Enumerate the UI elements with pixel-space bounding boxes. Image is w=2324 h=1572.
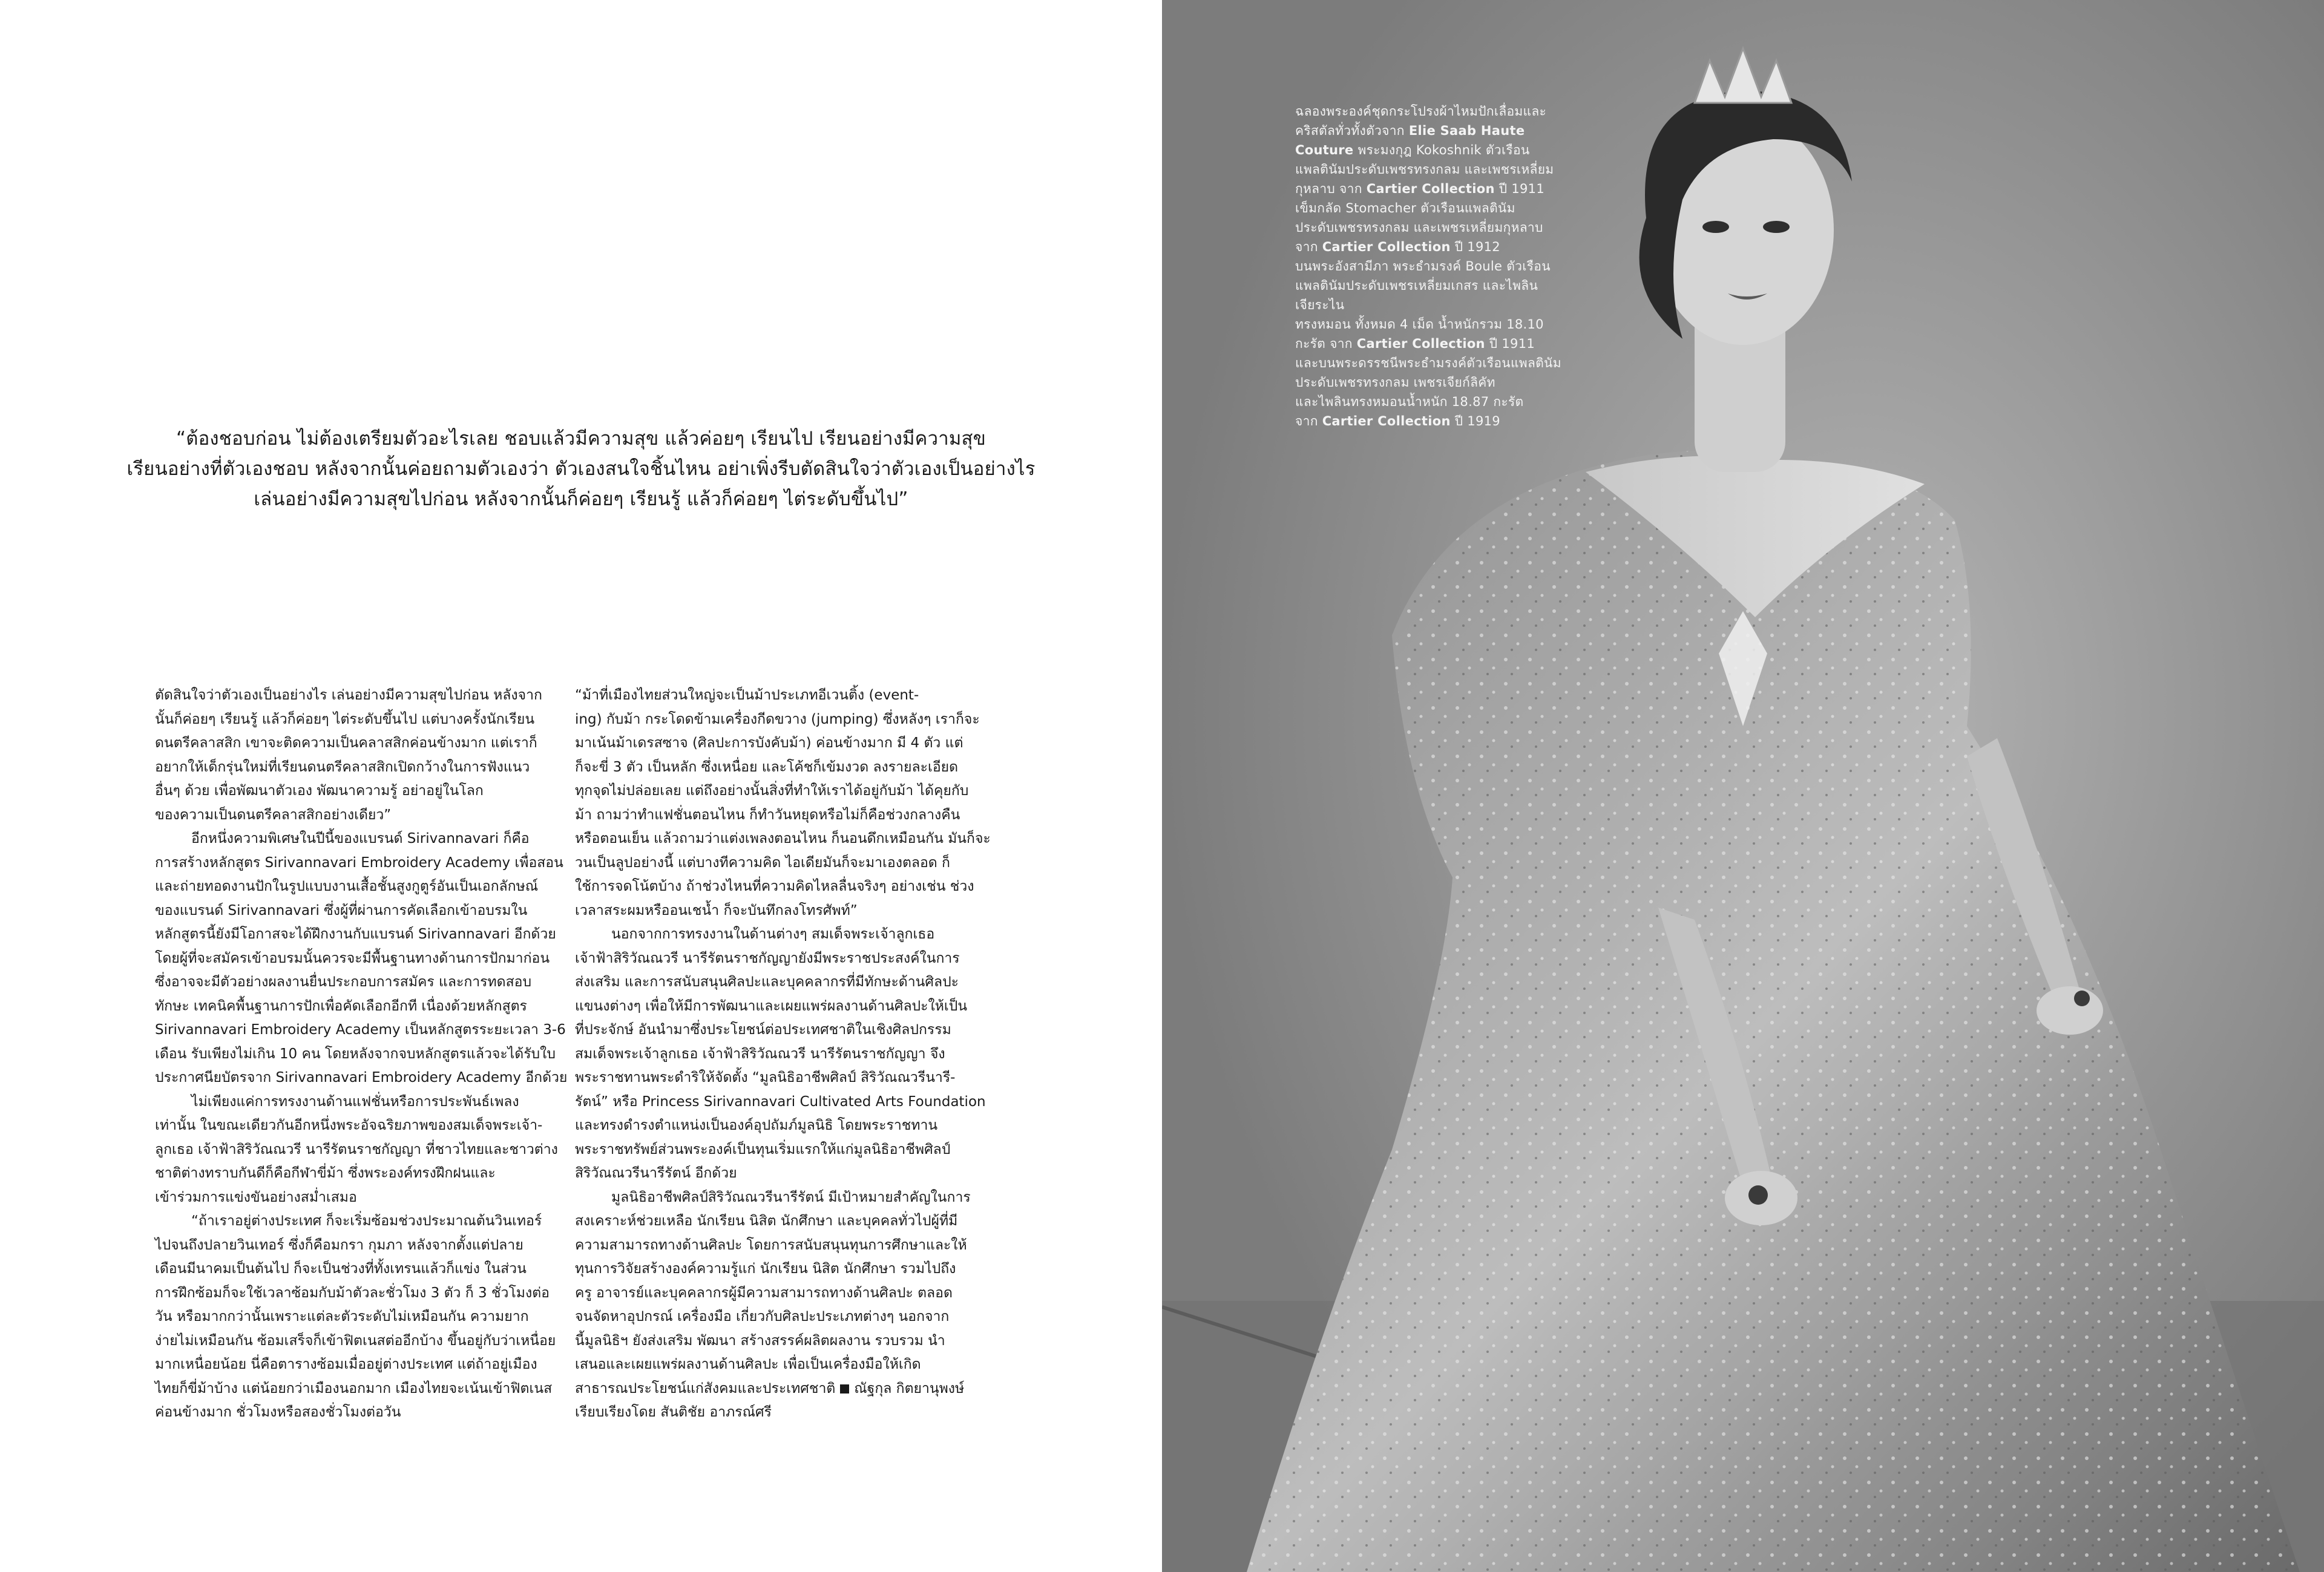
- byline-editor: เรียบเรียงโดย สันติชัย อาภรณ์ศรี: [575, 1404, 772, 1420]
- caption-brand: Elie Saab Haute Couture: [1295, 123, 1525, 157]
- byline-author: ณัฐกุล กิตยานุพงษ์: [854, 1380, 965, 1397]
- pull-quote-line: “ต้องชอบก่อน ไม่ต้องเตรียมตัวอะไรเลย ชอบแล้วมีความสุข แล้วค่อยๆ เรียนไป เรียนอย่างมีความสุข: [176, 428, 986, 450]
- right-hand: [2037, 986, 2103, 1035]
- article-paragraph: “ถ้าเราอยู่ต่างประเทศ ก็จะเริ่มซ้อมช่วงประมาณต้นวินเทอร์ ไปจนถึงปลายวินเทอร์ ซึ่งก็คือมกรา กุมภา หลังจากตั้งแต่ปลาย เดือนมีนาคมเป็นต้นไป ก็จะเป็นช่วงที่ทั้งเทรนแล้วก็แข่ง ในส่วน การฝึกซ้อมก็จะใช้เวลาซ้อมกับม้าตัวละชั่วโมง 3 ตัว ก็ 3 ชั่วโมงต่อ วัน หรือมากกว่านั้นเพราะแต่ละตัวระดับไม่เหมือนกัน ความยาก ง่ายไม่เหมือนกัน ซ้อมเสร็จก็เข้าฟิตเนสต่ออีกบ้าง ขึ้นอยู่กับว่าเหนื่อย มากเหนื่อยน้อย นี่คือตารางซ้อมเมื่ออยู่ต่างประเทศ แต่ถ้าอยู่เมือง ไทยก็ขี่ม้าบ้าง แต่น้อยกว่าเมืองนอกมาก เมืองไทยจะเน้นเข้าฟิตเนส ค่อนข้างมาก ชั่วโมงหรือสองชั่วโมงต่อวัน: [155, 1213, 556, 1420]
- pull-quote: [97, 424, 1065, 514]
- article-paragraph: อีกหนึ่งความพิเศษในปีนี้ของแบรนด์ Sirivannavari ก็คือ การสร้างหลักสูตร Sirivannavari Embroidery Academy เพื่อสอน และถ่ายทอดงานปักในรูปแบบงานเสื้อชั้นสูงกูตูร์อันเป็นเอกลักษณ์ ของแบรนด์ Sirivannavari ซึ่งผู้ที่ผ่านการคัดเลือกเข้าอบรมใน หลักสูตรนี้ยังมีโอกาสจะได้ฝึกงานกับแบรนด์ Sirivannavari อีกด้วย โดยผู้ที่จะสมัครเข้าอบรมนั้นควรจะมีพื้นฐานทางด้านการปักมาก่อน ซึ่งอาจจะมีตัวอย่างผลงานยื่นประกอบการสมัคร และการทดสอบ ทักษะ เทคนิคพื้นฐานการปักเพื่อคัดเลือกอีกที เนื่องด้วยหลักสูตร Sirivannavari Embroidery Academy เป็นหลักสูตรระยะเวลา 3-6 เดือน รับเพียงไม่เกิน 10 คน โดยหลังจากจบหลักสูตรแล้วจะได้รับใบ ประกาศนียบัตรจาก Sirivannavari Embroidery Academy อีกด้วย: [155, 831, 568, 1086]
- end-mark-icon: [840, 1384, 849, 1394]
- caption-brand: Cartier Collection: [1356, 336, 1485, 351]
- photo-page: [1162, 0, 2324, 1572]
- article-paragraph: ไม่เพียงแค่การทรงงานด้านแฟชั่นหรือการประพันธ์เพลง เท่านั้น ในขณะเดียวกันอีกหนึ่งพระอัจฉริยภาพของสมเด็จพระเจ้า- ลูกเธอ เจ้าฟ้าสิริวัณณวรี นารีรัตนราชกัญญา ที่ชาวไทยและชาวต่าง ชาติต่างทราบกันดีก็คือกีฬาขี่ม้า ซึ่งพระองค์ทรงฝึกฝนและ เข้าร่วมการแข่งขันอย่างสม่ำเสมอ: [155, 1093, 558, 1205]
- caption-text: ฉลองพระองค์ชุดกระโปรงผ้าไหมปักเลื่อมและ คริสตัลทั่วทั้งตัวจาก: [1295, 104, 1547, 138]
- article-column-right: [575, 684, 993, 1425]
- caption-text: ปี 1911 เข็มกลัด Stomacher ตัวเรือนแพลตินัม ประดับเพชรทรงกลม และเพชรเหลี่ยมกุหลาบ จาก: [1295, 182, 1544, 254]
- article-column-left: [155, 684, 573, 1425]
- pull-quote-line: เรียนอย่างที่ตัวเองชอบ หลังจากนั้นค่อยถามตัวเองว่า ตัวเองสนใจชิ้นไหน อย่าเพิ่งรีบตัดสินใจว่าตัวเองเป็นอย่างไร: [126, 458, 1036, 480]
- caption-text: พระมงกุฎ Kokoshnik ตัวเรือน แพลตินัมประดับเพชรทรงกลม และเพชรเหลี่ยม กุหลาบ จาก: [1295, 143, 1554, 196]
- caption-text: ปี 1912 บนพระอังสามีภา พระธำมรงค์ Boule ตัวเรือน แพลตินัมประดับเพชรเหลี่ยมเกสร และไพลินเจียระไน ทรงหมอน ทั้งหมด 4 เม็ด น้ำหนักรวม 18.10 กะรัต จาก: [1295, 240, 1551, 351]
- photo-caption: [1295, 102, 1586, 431]
- caption-brand: Cartier Collection: [1322, 240, 1451, 254]
- caption-brand: Cartier Collection: [1366, 182, 1495, 196]
- caption-brand: Cartier Collection: [1322, 414, 1451, 428]
- pull-quote-line: เล่นอย่างมีความสุขไปก่อน หลังจากนั้นก็ค่อยๆ เรียนรู้ แล้วก็ค่อยๆ ไต่ระดับขึ้นไป”: [254, 488, 908, 510]
- caption-text: ปี 1911 และบนพระดรรชนีพระธำมรงค์ตัวเรือนแพลตินัม ประดับเพชรทรงกลม เพชรเจียก์ลิคัท และไพลินทรงหมอนน้ำหนัก 18.87 กะรัต จาก: [1295, 336, 1561, 428]
- ring-icon: [2074, 991, 2090, 1006]
- caption-text: ปี 1919: [1450, 414, 1500, 428]
- article-paragraph: ตัดสินใจว่าตัวเองเป็นอย่างไร เล่นอย่างมีความสุขไปก่อน หลังจาก นั้นก็ค่อยๆ เรียนรู้ แล้วก็ค่อยๆ ไต่ระดับขึ้นไป แต่บางครั้งนักเรียน ดนตรีคลาสสิก เขาจะติดความเป็นคลาสสิกค่อนข้างมาก แต่เราก็ อยากให้เด็กรุ่นใหม่ที่เรียนดนตรีคลาสสิกเปิดกว้างในการฟังแนว อื่นๆ ด้วย เพื่อพัฒนาตัวเอง พัฒนาความรู้ อย่าอยู่ในโลก ของความเป็นดนตรีคลาสสิกอย่างเดียว”: [155, 687, 542, 823]
- article-paragraph-text: มูลนิธิอาชีพศิลป์สิริวัณณวรีนารีรัตน์ มีเป้าหมายสำคัญในการ สงเคราะห์ช่วยเหลือ นักเรียน นิสิต นักศึกษา และบุคคลทั่วไปผู้ที่มี ความสามารถทางด้านศิลปะ โดยการสนับสนุนทุนการศึกษาและให้ ทุนการวิจัยสร้างองค์ความรู้แก่ นักเรียน นิสิต นักศึกษา รวมไปถึง ครู อาจารย์และบุคคลากรผู้มีความสามารถทางด้านศิลปะ ตลอด จนจัดหาอุปกรณ์ เครื่องมือ เกี่ยวกับศิลปะประเภทต่างๆ นอกจาก นี้มูลนิธิฯ ยังส่งเสริม พัฒนา สร้างสรรค์ผลิตผลงาน รวบรวม นำ เสนอและเผยแพร่ผลงานด้านศิลปะ เพื่อเป็นเครื่องมือให้เกิด สาธารณประโยชน์แก่สังคมและประเทศชาติ: [575, 1189, 971, 1397]
- article-paragraph: นอกจากการทรงงานในด้านต่างๆ สมเด็จพระเจ้าลูกเธอ เจ้าฟ้าสิริวัณณวรี นารีรัตนราชกัญญายังมีพระราชประสงค์ในการ ส่งเสริม และการสนับสนุนศิลปะและบุคคลากรที่มีทักษะด้านศิลปะ แขนงต่างๆ เพื่อให้มีการพัฒนาและเผยแพร่ผลงานด้านศิลปะให้เป็น ที่ประจักษ์ อันนำมาซึ่งประโยชน์ต่อประเทศชาติในเชิงศิลปกรรม สมเด็จพระเจ้าลูกเธอ เจ้าฟ้าสิริวัณณวรี นารีรัตนราชกัญญา จึง พระราชทานพระดำริให้จัดตั้ง “มูลนิธิอาชีพศิลป์ สิริวัณณวรีนารี- รัตน์” หรือ Princess Sirivannavari Cultivated Arts Foundation และทรงดำรงตำแหน่งเป็นองค์อุปถัมภ์มูลนิธิ โดยพระราชทาน พระราชทรัพย์ส่วนพระองค์เป็นทุนเริ่มแรกให้แก่มูลนิธิอาชีพศิลป์ สิริวัณณวรีนารีรัตน์ อีกด้วย: [575, 926, 986, 1181]
- article-paragraph: “ม้าที่เมืองไทยส่วนใหญ่จะเป็นม้าประเภทอีเวนติ้ง (event- ing) กับม้า กระโดดข้ามเครื่องกีดขวาง (jumping) ซึ่งหลังๆ เราก็จะ มาเน้นม้าเดรสซาจ (ศิลปะการบังคับม้า) ค่อนข้างมาก มี 4 ตัว แต่ ก็จะขี่ 3 ตัว เป็นหลัก ซึ่งเหนื่อย และโค้ชก็เข้มงวด ลงรายละเอียด ทุกจุดไม่ปล่อยเลย แต่ถึงอย่างนั้นสิ่งที่ทำให้เราได้อยู่กับม้า ได้คุยกับ ม้า ถามว่าทำแฟชั่นตอนไหน ก็ทำวันหยุดหรือไม่ก็คือช่วงกลางคืน หรือตอนเย็น แล้วถามว่าแต่งเพลงตอนไหน ก็นอนดึกเหมือนกัน มันก็จะ วนเป็นลูปอย่างนี้ แต่บางทีความคิด ไอเดียมันก็จะมาเองตลอด ก็ ใช้การจดโน้ตบ้าง ถ้าช่วงไหนที่ความคิดไหลลื่นจริงๆ อย่างเช่น ช่วง เวลาสระผมหรืออนเชน้ำ ก็จะบันทึกลงโทรศัพท์”: [575, 687, 991, 919]
- ring-icon: [1748, 1185, 1768, 1205]
- article-paragraph-last: [575, 1186, 993, 1401]
